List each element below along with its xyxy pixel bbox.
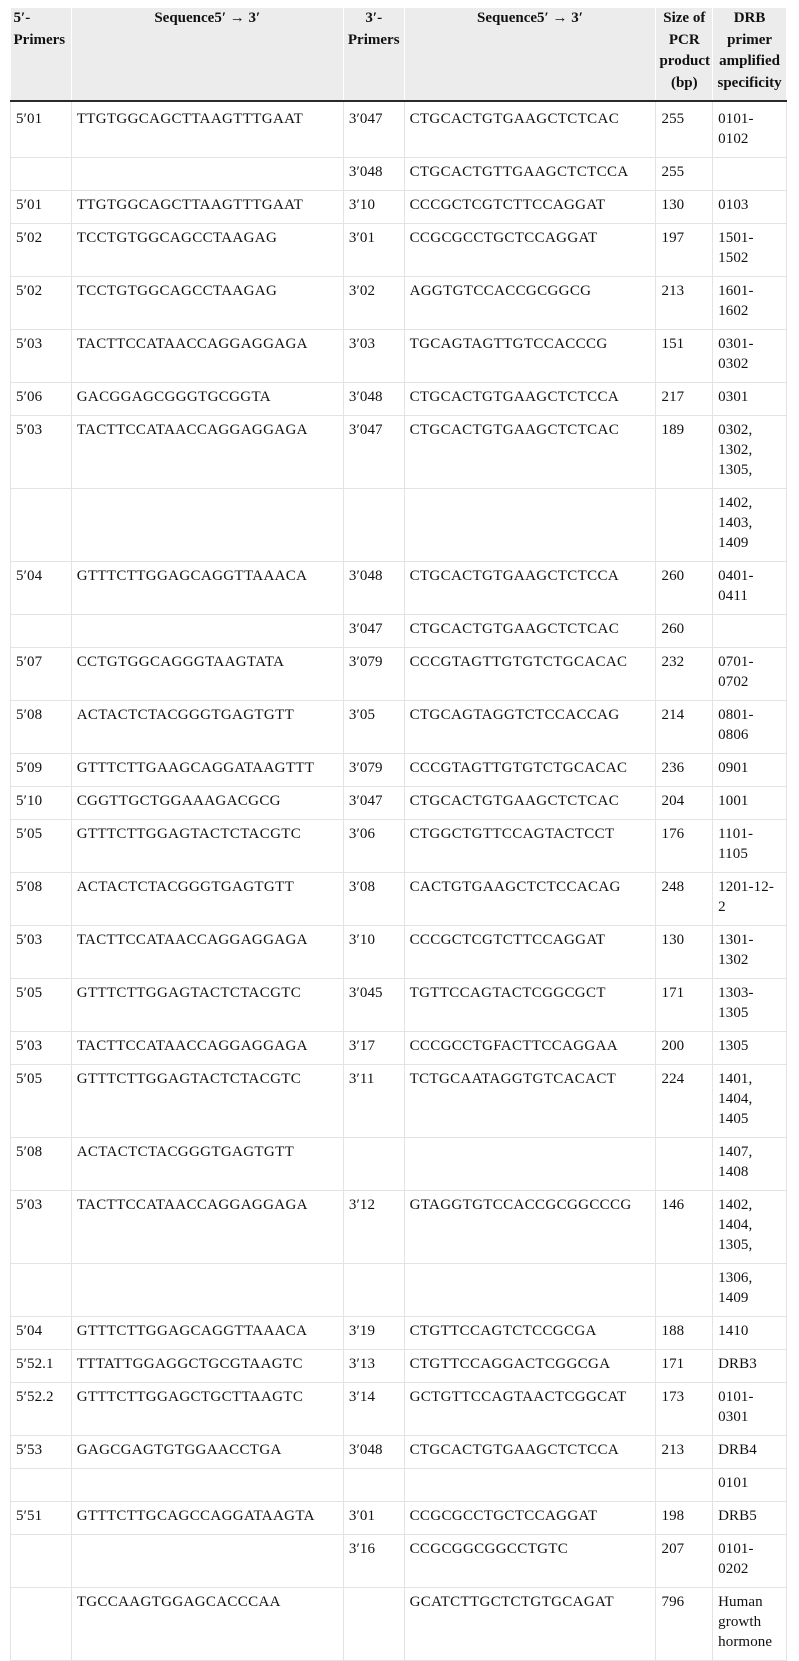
table-row [11, 1032, 787, 1065]
sequence-5-cell: ACTACTCTACGGGTGAGTGTT [71, 873, 343, 926]
specificity-cell: 0701-0702 [713, 648, 787, 701]
pcr-size-cell: 255 [656, 101, 713, 158]
sequence-5-cell: GTTTCTTGGAGTACTCTACGTC [71, 820, 343, 873]
sequence-3-cell: CCGCGCCTGCTCCAGGAT [404, 1502, 656, 1535]
pcr-size-cell [656, 1469, 713, 1502]
primer-3-cell: 3′11 [343, 1065, 404, 1138]
pcr-size-cell: 198 [656, 1502, 713, 1535]
sequence-3-cell: GTAGGTGTCCACCGCGGCCCG [404, 1191, 656, 1264]
sequence-5-cell: GTTTCTTGAAGCAGGATAAGTTT [71, 754, 343, 787]
primer-3-cell: 3′047 [343, 615, 404, 648]
table-body [11, 101, 787, 1661]
sequence-5-cell: GAGCGAGTGTGGAACCTGA [71, 1436, 343, 1469]
table-row [11, 489, 787, 562]
primer-3-cell: 3′08 [343, 873, 404, 926]
primer-3-cell: 3′16 [343, 1535, 404, 1588]
sequence-5-cell: GTTTCTTGGAGTACTCTACGTC [71, 979, 343, 1032]
sequence-5-cell: GTTTCTTGGAGCAGGTTAAACA [71, 1317, 343, 1350]
sequence-5-cell [71, 1469, 343, 1502]
sequence-3-cell [404, 1138, 656, 1191]
primer-3-cell: 3′02 [343, 277, 404, 330]
specificity-cell: 1402, 1403, 1409 [713, 489, 787, 562]
sequence-5-cell: TACTTCCATAACCAGGAGGAGA [71, 926, 343, 979]
primer-5-cell: 5′06 [11, 383, 72, 416]
primer-3-cell [343, 1138, 404, 1191]
sequence-3-cell: CCGCGGCGGCCTGTC [404, 1535, 656, 1588]
sequence-3-cell: CTGCACTGTGAAGCTCTCAC [404, 101, 656, 158]
pcr-size-cell: 214 [656, 701, 713, 754]
primer-3-cell [343, 1469, 404, 1502]
sequence-3-cell [404, 1469, 656, 1502]
primer-3-cell: 3′12 [343, 1191, 404, 1264]
specificity-cell: 1101-1105 [713, 820, 787, 873]
sequence-5-cell: GTTTCTTGGAGTACTCTACGTC [71, 1065, 343, 1138]
table-row [11, 873, 787, 926]
sequence-3-cell: AGGTGTCCACCGCGGCG [404, 277, 656, 330]
primer-5-cell: 5′03 [11, 416, 72, 489]
pcr-size-cell: 207 [656, 1535, 713, 1588]
specificity-cell: 0901 [713, 754, 787, 787]
sequence-3-cell: CTGCACTGTGAAGCTCTCCA [404, 1436, 656, 1469]
table-row [11, 1065, 787, 1138]
header-sequence-5: Sequence5′ → 3′ [71, 8, 343, 101]
table-row [11, 926, 787, 979]
sequence-3-cell [404, 489, 656, 562]
pcr-size-cell: 200 [656, 1032, 713, 1065]
sequence-3-cell: CTGCACTGTGAAGCTCTCCA [404, 562, 656, 615]
pcr-size-cell [656, 489, 713, 562]
pcr-size-cell [656, 1138, 713, 1191]
primer-5-cell: 5′03 [11, 330, 72, 383]
pcr-size-cell: 213 [656, 277, 713, 330]
primer-3-cell [343, 1264, 404, 1317]
primer-5-cell: 5′10 [11, 787, 72, 820]
primer-3-cell: 3′05 [343, 701, 404, 754]
specificity-cell: Human growth hormone [713, 1588, 787, 1661]
primer-5-cell: 5′51 [11, 1502, 72, 1535]
specificity-cell: 0401-0411 [713, 562, 787, 615]
primer-5-cell: 5′53 [11, 1436, 72, 1469]
sequence-5-cell [71, 489, 343, 562]
table-row [11, 416, 787, 489]
sequence-5-cell [71, 158, 343, 191]
sequence-3-cell: CTGTTCCAGTCTCCGCGA [404, 1317, 656, 1350]
pcr-size-cell: 146 [656, 1191, 713, 1264]
table-row [11, 224, 787, 277]
primer-3-cell: 3′048 [343, 383, 404, 416]
sequence-3-cell: CTGTTCCAGGACTCGGCGA [404, 1350, 656, 1383]
pcr-size-cell: 204 [656, 787, 713, 820]
primer-3-cell [343, 1588, 404, 1661]
primer-3-cell: 3′079 [343, 754, 404, 787]
header-5-primers: 5′-Primers [11, 8, 72, 101]
primer-3-cell: 3′079 [343, 648, 404, 701]
sequence-5-cell: GTTTCTTGGAGCAGGTTAAACA [71, 562, 343, 615]
sequence-3-cell: TGTTCCAGTACTCGGCGCT [404, 979, 656, 1032]
pcr-size-cell: 796 [656, 1588, 713, 1661]
primer-3-cell: 3′01 [343, 1502, 404, 1535]
specificity-cell: 1201-12-2 [713, 873, 787, 926]
primer-3-cell: 3′048 [343, 562, 404, 615]
primer-5-cell: 5′08 [11, 873, 72, 926]
primer-5-cell: 5′05 [11, 979, 72, 1032]
specificity-cell: 1501-1502 [713, 224, 787, 277]
table-row [11, 820, 787, 873]
primer-5-cell: 5′01 [11, 191, 72, 224]
table-row [11, 562, 787, 615]
primer-3-cell: 3′10 [343, 926, 404, 979]
primer-3-cell: 3′048 [343, 158, 404, 191]
pcr-size-cell: 232 [656, 648, 713, 701]
pcr-size-cell: 188 [656, 1317, 713, 1350]
primer-3-cell: 3′19 [343, 1317, 404, 1350]
sequence-3-cell: CTGCACTGTGAAGCTCTCAC [404, 615, 656, 648]
header-drb-specificity: DRB primer amplified specificity [713, 8, 787, 101]
specificity-cell: 0101-0301 [713, 1383, 787, 1436]
table-row [11, 754, 787, 787]
sequence-3-cell: CTGCAGTAGGTCTCCACCAG [404, 701, 656, 754]
specificity-cell: 1301-1302 [713, 926, 787, 979]
sequence-5-cell: TCCTGTGGCAGCCTAAGAG [71, 277, 343, 330]
primer-5-cell: 5′08 [11, 701, 72, 754]
sequence-3-cell: CTGCACTGTGAAGCTCTCCA [404, 383, 656, 416]
primer-5-cell: 5′05 [11, 820, 72, 873]
table-row [11, 1383, 787, 1436]
sequence-3-cell: CCCGTAGTTGTGTCTGCACAC [404, 754, 656, 787]
table-row [11, 383, 787, 416]
sequence-5-cell: CCTGTGGCAGGGTAAGTATA [71, 648, 343, 701]
sequence-3-cell: CTGCACTGTGAAGCTCTCAC [404, 787, 656, 820]
table-row [11, 979, 787, 1032]
primer-3-cell: 3′03 [343, 330, 404, 383]
sequence-5-cell: TGCCAAGTGGAGCACCCAA [71, 1588, 343, 1661]
specificity-cell: 1306, 1409 [713, 1264, 787, 1317]
specificity-cell: DRB5 [713, 1502, 787, 1535]
sequence-3-cell [404, 1264, 656, 1317]
primer-3-cell: 3′13 [343, 1350, 404, 1383]
table-row [11, 615, 787, 648]
specificity-cell: 1303-1305 [713, 979, 787, 1032]
pcr-size-cell: 255 [656, 158, 713, 191]
pcr-size-cell: 176 [656, 820, 713, 873]
table-row [11, 1138, 787, 1191]
primer-5-cell: 5′02 [11, 277, 72, 330]
primer-5-cell: 5′52.2 [11, 1383, 72, 1436]
sequence-5-cell: GTTTCTTGCAGCCAGGATAAGTA [71, 1502, 343, 1535]
table-row [11, 330, 787, 383]
pcr-size-cell: 236 [656, 754, 713, 787]
pcr-size-cell: 260 [656, 615, 713, 648]
sequence-3-cell: CTGCACTGTGAAGCTCTCAC [404, 416, 656, 489]
specificity-cell: 1001 [713, 787, 787, 820]
primer-3-cell: 3′14 [343, 1383, 404, 1436]
primer-3-cell: 3′047 [343, 101, 404, 158]
sequence-3-cell: GCTGTTCCAGTAACTCGGCAT [404, 1383, 656, 1436]
specificity-cell: 0101-0102 [713, 101, 787, 158]
pcr-size-cell: 189 [656, 416, 713, 489]
table-row [11, 158, 787, 191]
table-row [11, 1264, 787, 1317]
primer-5-cell [11, 1264, 72, 1317]
sequence-3-cell: CCCGTAGTTGTGTCTGCACAC [404, 648, 656, 701]
table-row [11, 787, 787, 820]
primer-3-cell: 3′045 [343, 979, 404, 1032]
specificity-cell: 0101 [713, 1469, 787, 1502]
primer-5-cell [11, 1588, 72, 1661]
table-row [11, 191, 787, 224]
primer-5-cell: 5′03 [11, 1191, 72, 1264]
primer-5-cell: 5′05 [11, 1065, 72, 1138]
specificity-cell: 1410 [713, 1317, 787, 1350]
primer-5-cell: 5′03 [11, 926, 72, 979]
primer-3-cell: 3′06 [343, 820, 404, 873]
sequence-3-cell: CCGCGCCTGCTCCAGGAT [404, 224, 656, 277]
primer-5-cell: 5′08 [11, 1138, 72, 1191]
header-row [11, 8, 787, 101]
primer-5-cell [11, 1535, 72, 1588]
primer-5-cell: 5′04 [11, 1317, 72, 1350]
pcr-size-cell: 260 [656, 562, 713, 615]
table-header [11, 8, 787, 101]
sequence-5-cell: TACTTCCATAACCAGGAGGAGA [71, 330, 343, 383]
primer-3-cell: 3′10 [343, 191, 404, 224]
primer-5-cell: 5′09 [11, 754, 72, 787]
specificity-cell: 0801-0806 [713, 701, 787, 754]
specificity-cell: 1601-1602 [713, 277, 787, 330]
specificity-cell: 1401, 1404, 1405 [713, 1065, 787, 1138]
specificity-cell: 1305 [713, 1032, 787, 1065]
specificity-cell: DRB3 [713, 1350, 787, 1383]
table-row [11, 277, 787, 330]
primer-table [10, 8, 787, 1661]
table-row [11, 1436, 787, 1469]
specificity-cell: 0302, 1302, 1305, [713, 416, 787, 489]
primer-5-cell [11, 615, 72, 648]
primer-3-cell: 3′01 [343, 224, 404, 277]
sequence-5-cell: TTTATTGGAGGCTGCGTAAGTC [71, 1350, 343, 1383]
pcr-size-cell: 173 [656, 1383, 713, 1436]
table-row [11, 1535, 787, 1588]
sequence-5-cell: TTGTGGCAGCTTAAGTTTGAAT [71, 101, 343, 158]
pcr-size-cell [656, 1264, 713, 1317]
specificity-cell [713, 615, 787, 648]
pcr-size-cell: 171 [656, 1350, 713, 1383]
primer-5-cell: 5′02 [11, 224, 72, 277]
sequence-5-cell: ACTACTCTACGGGTGAGTGTT [71, 1138, 343, 1191]
primer-3-cell [343, 489, 404, 562]
specificity-cell [713, 158, 787, 191]
primer-5-cell [11, 489, 72, 562]
sequence-5-cell [71, 615, 343, 648]
sequence-5-cell [71, 1535, 343, 1588]
specificity-cell: 0101-0202 [713, 1535, 787, 1588]
sequence-5-cell: TACTTCCATAACCAGGAGGAGA [71, 1191, 343, 1264]
pcr-size-cell: 224 [656, 1065, 713, 1138]
table-row [11, 1191, 787, 1264]
header-sequence-3: Sequence5′ → 3′ [404, 8, 656, 101]
sequence-5-cell: TACTTCCATAACCAGGAGGAGA [71, 1032, 343, 1065]
table-row [11, 1317, 787, 1350]
primer-5-cell: 5′03 [11, 1032, 72, 1065]
primer-3-cell: 3′048 [343, 1436, 404, 1469]
primer-5-cell: 5′07 [11, 648, 72, 701]
pcr-size-cell: 151 [656, 330, 713, 383]
sequence-3-cell: CACTGTGAAGCTCTCCACAG [404, 873, 656, 926]
primer-5-cell: 5′52.1 [11, 1350, 72, 1383]
table-row [11, 701, 787, 754]
primer-3-cell: 3′047 [343, 787, 404, 820]
sequence-5-cell: TACTTCCATAACCAGGAGGAGA [71, 416, 343, 489]
table-row [11, 648, 787, 701]
specificity-cell: 0301 [713, 383, 787, 416]
pcr-size-cell: 217 [656, 383, 713, 416]
specificity-cell: 1402, 1404, 1305, [713, 1191, 787, 1264]
sequence-3-cell: CCCGCTCGTCTTCCAGGAT [404, 926, 656, 979]
specificity-cell: 1407, 1408 [713, 1138, 787, 1191]
table-row [11, 101, 787, 158]
pcr-size-cell: 248 [656, 873, 713, 926]
pcr-size-cell: 213 [656, 1436, 713, 1469]
sequence-5-cell: TTGTGGCAGCTTAAGTTTGAAT [71, 191, 343, 224]
sequence-3-cell: CCCGCCTGFACTTCCAGGAA [404, 1032, 656, 1065]
primer-5-cell: 5′01 [11, 101, 72, 158]
table-row [11, 1469, 787, 1502]
sequence-5-cell: GACGGAGCGGGTGCGGTA [71, 383, 343, 416]
primer-3-cell: 3′047 [343, 416, 404, 489]
sequence-3-cell: CTGCACTGTTGAAGCTCTCCA [404, 158, 656, 191]
sequence-5-cell: TCCTGTGGCAGCCTAAGAG [71, 224, 343, 277]
specificity-cell: 0103 [713, 191, 787, 224]
primer-5-cell [11, 158, 72, 191]
sequence-5-cell [71, 1264, 343, 1317]
sequence-3-cell: CCCGCTCGTCTTCCAGGAT [404, 191, 656, 224]
table-row [11, 1588, 787, 1661]
header-pcr-size: Size of PCR product (bp) [656, 8, 713, 101]
pcr-size-cell: 130 [656, 191, 713, 224]
table-row [11, 1350, 787, 1383]
header-3-primers: 3′-Primers [343, 8, 404, 101]
pcr-size-cell: 130 [656, 926, 713, 979]
primer-5-cell: 5′04 [11, 562, 72, 615]
primer-5-cell [11, 1469, 72, 1502]
sequence-5-cell: CGGTTGCTGGAAAGACGCG [71, 787, 343, 820]
table-row [11, 1502, 787, 1535]
sequence-3-cell: TCTGCAATAGGTGTCACACT [404, 1065, 656, 1138]
sequence-3-cell: CTGGCTGTTCCAGTACTCCT [404, 820, 656, 873]
pcr-size-cell: 171 [656, 979, 713, 1032]
sequence-3-cell: TGCAGTAGTTGTCCACCCG [404, 330, 656, 383]
specificity-cell: 0301-0302 [713, 330, 787, 383]
sequence-3-cell: GCATCTTGCTCTGTGCAGAT [404, 1588, 656, 1661]
sequence-5-cell: GTTTCTTGGAGCTGCTTAAGTC [71, 1383, 343, 1436]
sequence-5-cell: ACTACTCTACGGGTGAGTGTT [71, 701, 343, 754]
specificity-cell: DRB4 [713, 1436, 787, 1469]
primer-3-cell: 3′17 [343, 1032, 404, 1065]
pcr-size-cell: 197 [656, 224, 713, 277]
